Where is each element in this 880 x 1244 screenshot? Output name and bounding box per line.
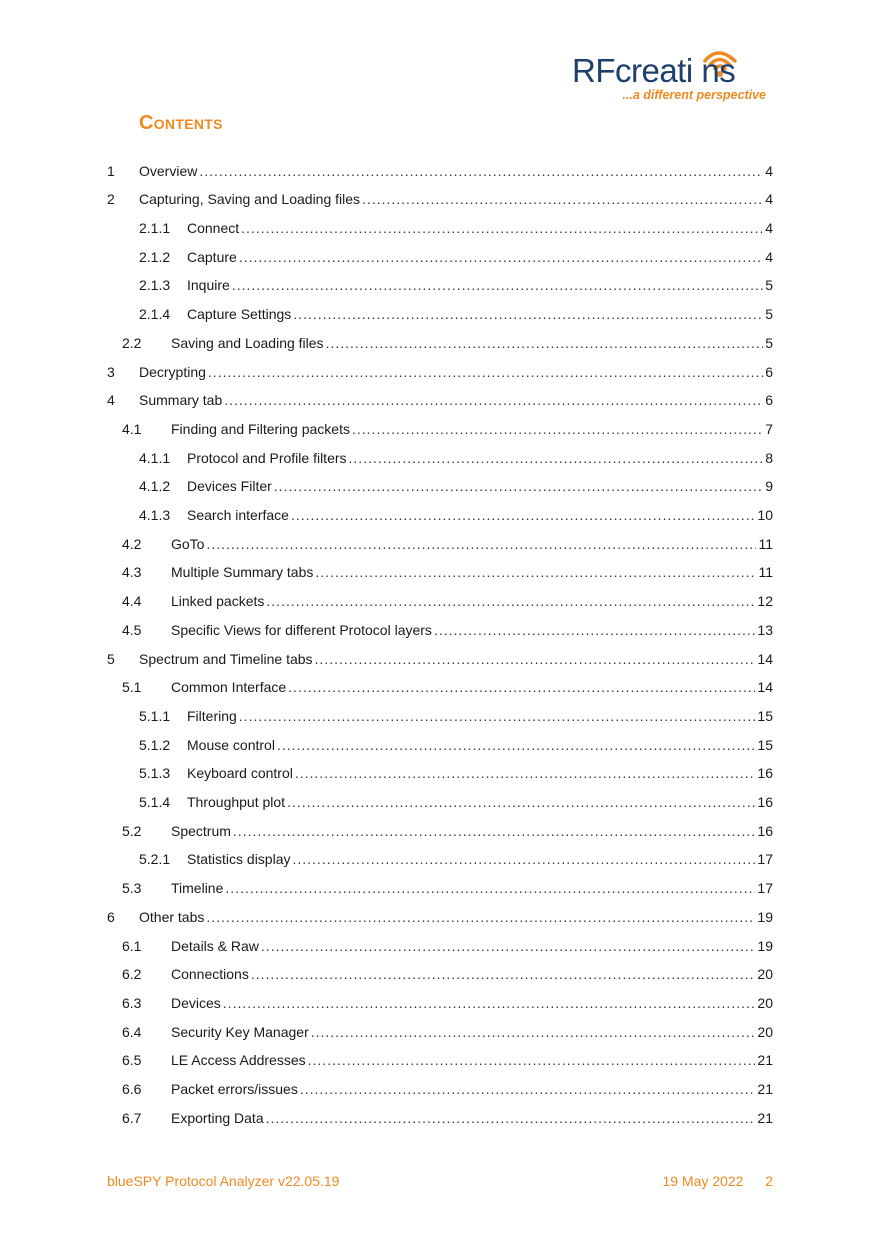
- toc-entry[interactable]: [0, 437, 880, 466]
- toc-number: 2.1.3: [139, 277, 171, 294]
- toc-number: 4: [107, 392, 115, 409]
- toc-number: 2: [107, 191, 115, 208]
- toc-leader-dots: [206, 909, 755, 925]
- toc-title: Protocol and Profile filters: [187, 449, 347, 466]
- toc-leader-dots: [300, 1081, 756, 1097]
- toc-title: Security Key Manager: [171, 1023, 309, 1040]
- toc-number: 3: [107, 363, 115, 380]
- toc-title: Saving and Loading files: [171, 334, 324, 351]
- toc-leader-dots: [208, 364, 763, 380]
- toc-entry[interactable]: [0, 1040, 880, 1069]
- company-logo: [572, 42, 772, 104]
- toc-entry[interactable]: [0, 408, 880, 437]
- toc-page-number: 6: [765, 363, 773, 380]
- toc-title: Spectrum and Timeline tabs: [139, 650, 313, 667]
- toc-number: 5.1.1: [139, 707, 171, 724]
- toc-leader-dots: [251, 966, 756, 982]
- toc-entry[interactable]: [0, 552, 880, 581]
- toc-number: 4.4: [122, 593, 142, 610]
- toc-title: Overview: [139, 162, 198, 179]
- toc-page-number: 16: [757, 765, 773, 782]
- toc-entry[interactable]: [0, 724, 880, 753]
- toc-title: Keyboard control: [187, 765, 293, 782]
- toc-leader-dots: [292, 851, 755, 867]
- toc-title: Inquire: [187, 277, 230, 294]
- toc-leader-dots: [315, 564, 756, 580]
- toc-page-number: 16: [757, 794, 773, 811]
- toc-leader-dots: [261, 938, 756, 954]
- toc-page-number: 14: [757, 650, 773, 667]
- toc-page-number: 15: [757, 736, 773, 753]
- toc-page-number: 4: [765, 191, 773, 208]
- toc-title: Summary tab: [139, 392, 223, 409]
- toc-entry[interactable]: [0, 810, 880, 839]
- toc-title: GoTo: [171, 535, 205, 552]
- toc-entry[interactable]: [0, 294, 880, 323]
- toc-number: 4.1: [122, 420, 142, 437]
- toc-leader-dots: [287, 794, 755, 810]
- toc-leader-dots: [326, 335, 764, 351]
- footer-product: blueSPY Protocol Analyzer v22.05.19: [107, 1173, 340, 1189]
- toc-leader-dots: [288, 679, 755, 695]
- toc-title: Capture Settings: [187, 306, 292, 323]
- toc-entry[interactable]: [0, 494, 880, 523]
- logo-wordmark: RFcreati ns: [572, 52, 736, 89]
- toc-number: 5: [107, 650, 115, 667]
- toc-entry[interactable]: [0, 207, 880, 236]
- toc-page-number: 20: [757, 994, 773, 1011]
- toc-leader-dots: [315, 651, 756, 667]
- toc-entry[interactable]: [0, 753, 880, 782]
- toc-title: Decrypting: [139, 363, 206, 380]
- toc-title: Capture: [187, 248, 237, 265]
- toc-leader-dots: [295, 765, 756, 781]
- toc-leader-dots: [206, 536, 756, 552]
- toc-title: Throughput plot: [187, 794, 286, 811]
- toc-title: Common Interface: [171, 679, 287, 696]
- toc-title: LE Access Addresses: [171, 1052, 306, 1069]
- toc-entry[interactable]: [0, 982, 880, 1011]
- toc-page-number: 11: [758, 564, 773, 581]
- toc-number: 6.7: [122, 1109, 142, 1126]
- toc-entry[interactable]: [0, 351, 880, 380]
- toc-entry[interactable]: [0, 638, 880, 667]
- toc-leader-dots: [349, 450, 764, 466]
- toc-leader-dots: [362, 191, 763, 207]
- toc-entry[interactable]: [0, 896, 880, 925]
- toc-page-number: 20: [757, 966, 773, 983]
- toc-page-number: 5: [765, 334, 773, 351]
- toc-leader-dots: [199, 163, 763, 179]
- toc-page-number: 5: [765, 277, 773, 294]
- toc-page-number: 4: [765, 248, 773, 265]
- toc-page-number: 9: [765, 478, 773, 495]
- toc-number: 6: [107, 908, 115, 925]
- toc-number: 5.2: [122, 822, 142, 839]
- toc-entry[interactable]: [0, 868, 880, 897]
- toc-page-number: 19: [757, 937, 773, 954]
- toc-number: 4.1.3: [139, 507, 171, 524]
- toc-page-number: 8: [765, 449, 773, 466]
- toc-number: 4.1.1: [139, 449, 171, 466]
- toc-number: 6.5: [122, 1052, 142, 1069]
- toc-title: Specific Views for different Protocol layers: [171, 621, 432, 638]
- toc-entry[interactable]: [0, 150, 880, 179]
- toc-leader-dots: [277, 737, 755, 753]
- toc-page-number: 19: [757, 908, 773, 925]
- toc-leader-dots: [293, 306, 763, 322]
- footer-date: 19 May 2022: [662, 1173, 744, 1189]
- toc-entry[interactable]: [0, 954, 880, 983]
- toc-number: 2.1.4: [139, 306, 171, 323]
- toc-page-number: 6: [765, 392, 773, 409]
- toc-title: Connections: [171, 966, 249, 983]
- contents-heading: Contents: [139, 112, 223, 134]
- toc-entry[interactable]: [0, 1068, 880, 1097]
- toc-title: Packet errors/issues: [171, 1081, 298, 1098]
- toc-entry[interactable]: [0, 179, 880, 208]
- toc-number: 6.3: [122, 994, 142, 1011]
- toc-leader-dots: [223, 995, 756, 1011]
- toc-page-number: 17: [757, 880, 773, 897]
- toc-leader-dots: [225, 880, 755, 896]
- toc-entry[interactable]: [0, 236, 880, 265]
- toc-number: 6.1: [122, 937, 142, 954]
- toc-leader-dots: [239, 708, 756, 724]
- toc-entry[interactable]: [0, 380, 880, 409]
- toc-leader-dots: [233, 823, 756, 839]
- toc-number: 5.1.4: [139, 794, 171, 811]
- toc-entry[interactable]: [0, 667, 880, 696]
- toc-page-number: 11: [758, 535, 773, 552]
- toc-leader-dots: [266, 1110, 756, 1126]
- toc-title: Statistics display: [187, 851, 291, 868]
- toc-title: Connect: [187, 220, 240, 237]
- toc-entry[interactable]: [0, 695, 880, 724]
- toc-entry[interactable]: [0, 581, 880, 610]
- toc-leader-dots: [239, 249, 763, 265]
- toc-entry[interactable]: [0, 781, 880, 810]
- toc-page-number: 17: [757, 851, 773, 868]
- toc-page-number: 20: [757, 1023, 773, 1040]
- toc-leader-dots: [224, 392, 763, 408]
- toc-number: 2.1.2: [139, 248, 171, 265]
- toc-page-number: 16: [757, 822, 773, 839]
- toc-number: 6.6: [122, 1081, 142, 1098]
- toc-number: 4.2: [122, 535, 142, 552]
- toc-number: 1: [107, 162, 115, 179]
- toc-entry[interactable]: [0, 1097, 880, 1126]
- toc-entry[interactable]: [0, 839, 880, 868]
- toc-title: Finding and Filtering packets: [171, 420, 350, 437]
- toc-number: 4.3: [122, 564, 142, 581]
- toc-number: 5.3: [122, 880, 142, 897]
- toc-page-number: 7: [765, 420, 773, 437]
- toc-page-number: 5: [765, 306, 773, 323]
- toc-title: Filtering: [187, 707, 237, 724]
- toc-number: 6.4: [122, 1023, 142, 1040]
- toc-number: 6.2: [122, 966, 142, 983]
- toc-leader-dots: [241, 220, 763, 236]
- toc-page-number: 12: [757, 593, 773, 610]
- footer-page-number: 2: [765, 1173, 773, 1189]
- footer-date-page: [662, 1173, 773, 1189]
- toc-title: Devices: [171, 994, 221, 1011]
- toc-entry[interactable]: [0, 523, 880, 552]
- toc-title: Other tabs: [139, 908, 205, 925]
- toc-page-number: 13: [757, 621, 773, 638]
- toc-title: Timeline: [171, 880, 224, 897]
- toc-leader-dots: [352, 421, 763, 437]
- toc-number: 4.1.2: [139, 478, 171, 495]
- toc-number: 5.1.2: [139, 736, 171, 753]
- toc-leader-dots: [434, 622, 755, 638]
- toc-entry[interactable]: [0, 265, 880, 294]
- toc-page-number: 10: [757, 507, 773, 524]
- toc-number: 5.1.3: [139, 765, 171, 782]
- toc-page-number: 4: [765, 162, 773, 179]
- toc-title: Mouse control: [187, 736, 275, 753]
- toc-title: Details & Raw: [171, 937, 259, 954]
- toc-title: Search interface: [187, 507, 289, 524]
- toc-page-number: 15: [757, 707, 773, 724]
- toc-leader-dots: [274, 478, 763, 494]
- toc-number: 2.1.1: [139, 220, 171, 237]
- toc-leader-dots: [291, 507, 755, 523]
- toc-entry[interactable]: [0, 1011, 880, 1040]
- toc-leader-dots: [232, 277, 763, 293]
- toc-title: Multiple Summary tabs: [171, 564, 314, 581]
- toc-number: 5.2.1: [139, 851, 171, 868]
- toc-entry[interactable]: [0, 322, 880, 351]
- logo-tagline: ...a different perspective: [622, 88, 766, 102]
- toc-number: 4.5: [122, 621, 142, 638]
- toc-page-number: 4: [765, 220, 773, 237]
- toc-title: Capturing, Saving and Loading files: [139, 191, 361, 208]
- toc-title: Exporting Data: [171, 1109, 264, 1126]
- toc-leader-dots: [266, 593, 755, 609]
- toc-title: Devices Filter: [187, 478, 272, 495]
- toc-leader-dots: [308, 1052, 756, 1068]
- toc-entry[interactable]: [0, 609, 880, 638]
- toc-leader-dots: [311, 1024, 756, 1040]
- toc-title: Linked packets: [171, 593, 265, 610]
- toc-entry[interactable]: [0, 925, 880, 954]
- toc-page-number: 21: [757, 1109, 773, 1126]
- toc-page-number: 21: [757, 1081, 773, 1098]
- toc-entry[interactable]: [0, 466, 880, 495]
- toc-number: 2.2: [122, 334, 142, 351]
- toc-page-number: 14: [757, 679, 773, 696]
- toc-number: 5.1: [122, 679, 142, 696]
- toc-title: Spectrum: [171, 822, 231, 839]
- toc-page-number: 21: [757, 1052, 773, 1069]
